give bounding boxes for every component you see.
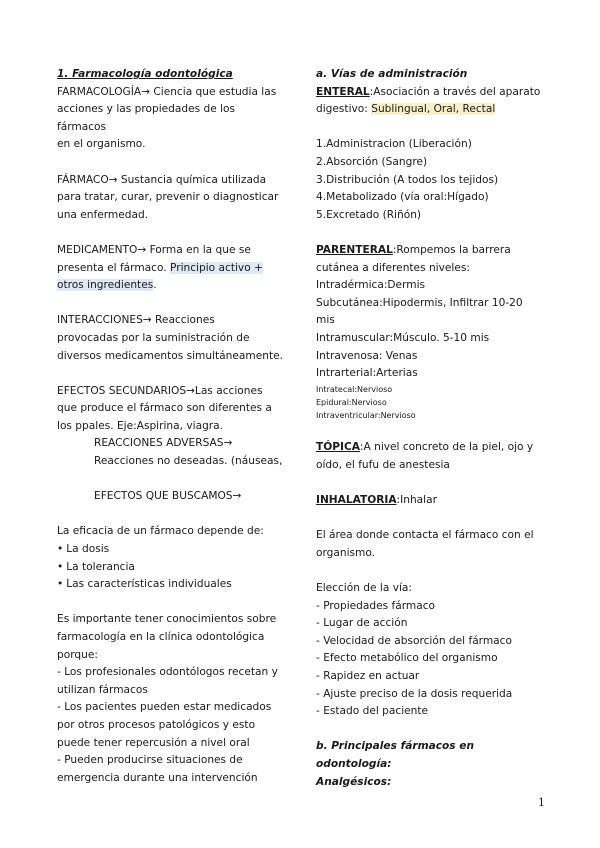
importante-line: emergencia durante una intervención (57, 771, 258, 784)
efectos-secundarios-line: los ppales. Eje:Aspirina, viagra. (57, 419, 224, 432)
list-item: - Propiedades fármaco (316, 599, 436, 612)
enteral-line (316, 101, 548, 119)
step-item: 1.Administracion (Liberación) (316, 138, 472, 151)
farmacologia-line: en el organismo. (57, 138, 146, 151)
list-item: - Estado del paciente (316, 705, 429, 718)
topica-text: :A nivel concreto de la piel, ojo y (359, 441, 534, 454)
area-line: organismo. (316, 546, 376, 559)
efectos-buscamos-line: EFECTOS QUE BUSCAMOS→ (94, 490, 242, 503)
interacciones-line: INTERACCIONES→ Reacciones (57, 314, 215, 327)
parenteral-line: Intramuscular:Músculo. 5-10 mis (316, 331, 490, 344)
enteral-text: digestivo: (316, 103, 372, 116)
parenteral-small-line: Intraventricular:Nervioso (316, 410, 416, 420)
right-column (316, 66, 548, 791)
topica-line (316, 439, 548, 457)
medicamento-line (57, 260, 283, 278)
medicamento-period: . (153, 279, 157, 292)
list-item: • La tolerancia (57, 559, 283, 577)
parenteral-small-line: Epidural:Nervioso (316, 397, 387, 407)
page-number: 1 (538, 796, 545, 809)
parenteral-label: PARENTERAL (316, 243, 393, 256)
inhalatoria-line (316, 492, 548, 510)
topica-line: oído, el fufu de anestesia (316, 458, 450, 471)
list-item: - Lugar de acción (316, 617, 408, 630)
highlight-principio-activo: Principio activo + (170, 261, 263, 274)
parenteral-line: Subcutánea:Hipodermis, Infiltrar 10-20 (316, 296, 523, 309)
enteral-text: :Asociación a través del aparato (369, 85, 541, 98)
enteral-line (316, 84, 548, 102)
parenteral-line: mis (316, 314, 335, 327)
parenteral-line (316, 242, 548, 260)
highlight-routes: Sublingual, Oral, Rectal (371, 103, 496, 116)
importante-line: farmacología en la clínica odontológica (57, 631, 265, 643)
parenteral-small-line: Intratecal:Nervioso (316, 384, 393, 394)
reacciones-adversas-line: REACCIONES ADVERSAS→ (94, 437, 233, 450)
section-title: 1. Farmacología odontológica (57, 68, 233, 80)
subsection-title: a. Vías de administración (316, 68, 468, 80)
step-item: 5.Excretado (Riñón) (316, 208, 422, 221)
list-item: • La dosis (57, 541, 283, 559)
subsection-subtitle: Analgésicos: (316, 775, 392, 788)
eleccion-title: Elección de la vía: (316, 582, 412, 595)
interacciones-line: provocadas por la suministración de (57, 331, 250, 344)
parenteral-text: :Rompemos la barrera (392, 243, 511, 256)
efectos-secundarios-line: EFECTOS SECUNDARIOS→Las acciones (57, 384, 263, 397)
highlight-otros-ingredientes: otros ingredientes (57, 279, 154, 292)
importante-line: - Pueden producirse situaciones de (57, 754, 243, 767)
farmaco-line: FÁRMACO→ Sustancia química utilizada (57, 173, 267, 186)
importante-line: por otros procesos patológicos y esto (57, 718, 256, 731)
topica-label: TÓPICA (316, 441, 360, 454)
parenteral-line: cutánea a diferentes niveles: (316, 261, 470, 274)
farmaco-line: para tratar, curar, prevenir o diagnosticar (57, 191, 279, 204)
list-item: - Ajuste preciso de la dosis requerida (316, 687, 513, 700)
parenteral-line: Intrarterial:Arterias (316, 367, 418, 380)
medicamento-line: MEDICAMENTO→ Forma en la que se (57, 243, 251, 256)
list-item: - Velocidad de absorción del fármaco (316, 634, 512, 647)
left-column (57, 66, 283, 787)
area-line: El área donde contacta el fármaco con el (316, 529, 534, 542)
reacciones-adversas-line: Reacciones no deseadas. (náuseas, (94, 455, 283, 468)
efectos-secundarios-line: que produce el fármaco son diferentes a (57, 402, 272, 415)
inhalatoria-text: :Inhalar (396, 494, 437, 507)
importante-line: utilizan fármacos (57, 683, 148, 696)
step-item: 4.Metabolizado (vía oral:Hígado) (316, 191, 489, 204)
importante-line: - Los profesionales odontólogos recetan y (57, 666, 278, 679)
interacciones-line: diversos medicamentos simultáneamente. (57, 349, 283, 362)
farmacologia-line: FARMACOLOGÍA→ Ciencia que estudia las (57, 85, 277, 98)
farmaco-line: una enfermedad. (57, 208, 149, 221)
list-item: - Efecto metabólico del organismo (316, 652, 498, 665)
medicamento-text: presenta el fármaco. (57, 261, 171, 274)
enteral-label: ENTERAL (316, 85, 370, 98)
importante-line: - Los pacientes pueden estar medicados (57, 701, 272, 714)
parenteral-line: Intradérmica:Dermis (316, 279, 426, 292)
step-item: 3.Distribución (A todos los tejidos) (316, 173, 499, 186)
importante-line: porque: (57, 648, 98, 661)
importante-line: puede tener repercusión a nivel oral (57, 736, 250, 749)
medicamento-line (57, 277, 283, 295)
list-item: - Rapidez en actuar (316, 670, 420, 682)
inhalatoria-label: INHALATORIA (316, 494, 397, 507)
list-item: • Las características individuales (57, 576, 283, 594)
importante-line: Es importante tener conocimientos sobre (57, 613, 277, 626)
eficacia-intro: La eficacia de un fármaco depende de: (57, 525, 264, 538)
farmacologia-line: acciones y las propiedades de los fármacos (57, 103, 236, 133)
parenteral-line: Intravenosa: Venas (316, 349, 418, 362)
subsection-title: b. Principales fármacos en odontología: (316, 740, 475, 770)
step-item: 2.Absorción (Sangre) (316, 155, 428, 168)
